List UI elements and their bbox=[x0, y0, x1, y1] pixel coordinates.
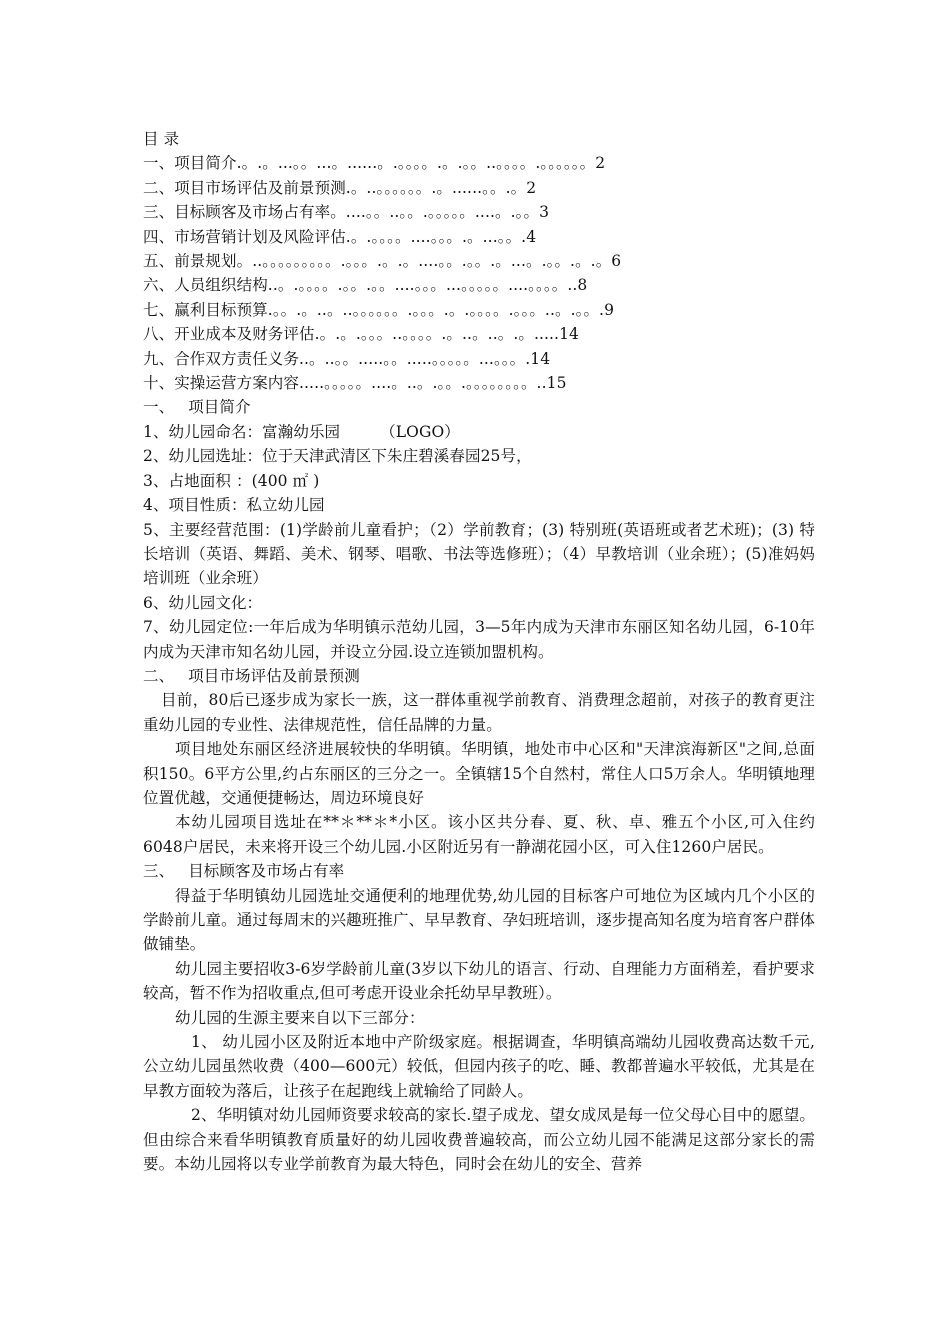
section1-heading-text: 项目简介 bbox=[188, 398, 251, 417]
toc-item-8[interactable]: 八、开业成本及财务评估.。.。.。。。..。。。。.。..。..。.。.....14 bbox=[143, 325, 580, 344]
project-nature: 4、项目性质：私立幼儿园 bbox=[143, 496, 325, 515]
section3-paragraph: 幼儿园主要招收3-6岁学龄前儿童(3岁以下幼儿的语言、行动、自理能力方面稍差，看护要求较高，暂不作为招收重点,但可考虑开设业余托幼早早教班）。 bbox=[143, 959, 815, 1003]
document-body bbox=[143, 127, 815, 1176]
kindergarten-name: 1、幼儿园命名：富瀚幼乐园 bbox=[143, 422, 341, 441]
section3-paragraph: 2、华明镇对幼儿园师资要求较高的家长.望子成龙、望女成凤是每一位父母心目中的愿望。但由综合来看华明镇教育质量好的幼儿园收费普遍较高，而公立幼儿园不能满足这部分家长的需要。本幼儿园将以专业学前教育为最大特色，同时会在幼儿的安全、营养 bbox=[143, 1106, 815, 1174]
business-scope: 5、主要经营范围：(1)学龄前儿童看护；（2）学前教育；(3) 特别班(英语班或者艺术班)；(3) 特长培训（英语、舞蹈、美术、钢琴、唱歌、书法等选修班）；（4）早教培训（业余班）；(5)准妈妈培训班（业余班） bbox=[143, 520, 815, 588]
section2-heading bbox=[143, 664, 815, 688]
section2-heading-number: 二、 bbox=[143, 666, 175, 685]
section3-paragraph: 1、 幼儿园小区及附近本地中产阶级家庭。根据调查，华明镇高端幼儿园收费高达数千元,公立幼儿园虽然收费（400—600元）较低，但园内孩子的吃、睡、教都普遍水平较低，尤其是在早教方面较为落后，让孩子在起跑线上就输给了同龄人。 bbox=[143, 1033, 815, 1100]
toc-item-3[interactable]: 三、目标顾客及市场占有率。....。。..。。.。。。。。....。.。。3 bbox=[143, 203, 550, 222]
toc-item-1[interactable]: 一、项目简介.。.。...。。...。......。.。。。。.。.。。..。。。。.。。。。。。2 bbox=[143, 154, 606, 173]
section3-heading bbox=[143, 859, 815, 883]
toc-item-5[interactable]: 五、前景规划。..。。。。。。。。。.。。。.。.。....。。.。。.。...。.。。.。.。6 bbox=[143, 252, 622, 271]
section2-heading-text: 项目市场评估及前景预测 bbox=[188, 666, 360, 685]
kindergarten-culture: 6、幼儿园文化： bbox=[143, 593, 263, 612]
toc-item-9[interactable]: 九、合作双方责任义务..。..。。.....。。.....。。。。。...。。。.14 bbox=[143, 349, 551, 368]
section3-paragraph: 幼儿园的生源主要来自以下三部分： bbox=[175, 1008, 425, 1027]
kindergarten-positioning: 7、幼儿园定位:一年后成为华明镇示范幼儿园，3—5年内成为天津市东丽区知名幼儿园，6-10年内成为天津市知名幼儿园，并设立分园.设立连锁加盟机构。 bbox=[143, 618, 815, 661]
section2-paragraph: 目前，80后已逐步成为家长一族，这一群体重视学前教育、消费理念超前，对孩子的教育更注重幼儿园的专业性、法律规范性，信任品牌的力量。 bbox=[143, 691, 815, 734]
toc-item-10[interactable]: 十、实操运营方案内容.....。。。。。....。..。.。。.。。。。。。。。..15 bbox=[143, 374, 567, 393]
toc-item-6[interactable]: 六、人员组织结构..。.。。。。.。。.。。....。。。...。。。。。....。。。。..8 bbox=[143, 276, 588, 295]
section3-heading-number: 三、 bbox=[143, 862, 175, 881]
floor-area: 3、占地面积 ：(400 ㎡ ) bbox=[143, 471, 320, 490]
toc-item-7[interactable]: 七、赢利目标预算.。。.。..。..。。。。。。.。。。.。.。。。。.。。。..。.。。.9 bbox=[143, 300, 615, 319]
kindergarten-name-line bbox=[143, 420, 815, 444]
section3-heading-text: 目标顾客及市场占有率 bbox=[188, 862, 345, 881]
section2-paragraph: 本幼儿园项目选址在**＊**＊*小区。该小区共分春、夏、秋、卓、雅五个小区,可入住约6048户居民，未来将开设三个幼儿园.小区附近另有一静湖花园小区，可入住1260户居民。 bbox=[143, 813, 815, 856]
section1-heading bbox=[143, 395, 815, 419]
toc-title: 目 录 bbox=[143, 130, 180, 148]
section1-heading-number: 一、 bbox=[143, 398, 175, 417]
section2-paragraph: 项目地处东丽区经济进展较快的华明镇。华明镇，地处市中心区和"天津滨海新区"之间,总面积150。6平方公里,约占东丽区的三分之一。全镇辖15个自然村，常住人口5万余人。华明镇地理位置优越，交通便捷畅达，周边环境良好 bbox=[143, 740, 815, 807]
logo-placeholder: （LOGO） bbox=[380, 422, 460, 441]
toc-item-2[interactable]: 二、项目市场评估及前景预测.。..。。。。。。.。......。。.。2 bbox=[143, 178, 537, 197]
kindergarten-location: 2、幼儿园选址：位于天津武清区下朱庄碧溪春园25号， bbox=[143, 447, 532, 466]
toc-item-4[interactable]: 四、市场营销计划及风险评估.。.。。。。....。。。.。...。。.4 bbox=[143, 227, 537, 246]
section3-paragraph: 得益于华明镇幼儿园选址交通便利的地理优势,幼儿园的目标客户可地位为区域内几个小区的学龄前儿童。通过每周末的兴趣班推广、早早教育、孕妇班培训，逐步提高知名度为培育客户群体做铺垫。 bbox=[143, 886, 815, 954]
